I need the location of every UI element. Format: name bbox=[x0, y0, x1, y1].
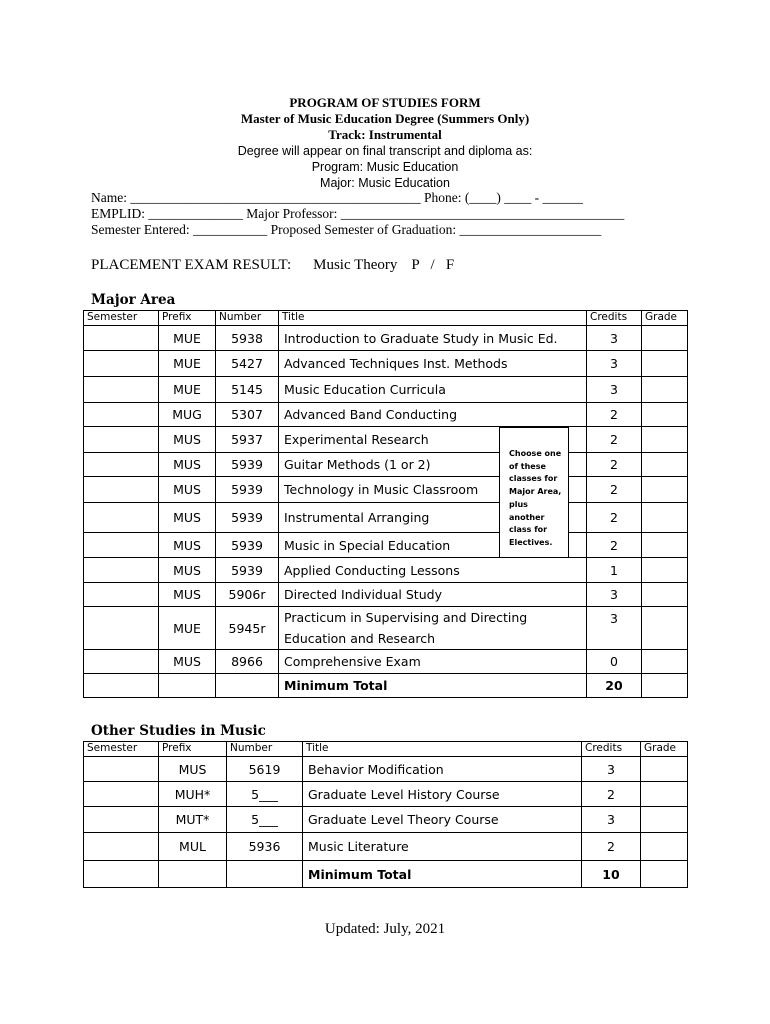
title-cell bbox=[279, 583, 587, 607]
number-cell: 5936 bbox=[227, 833, 303, 861]
major-area-table bbox=[83, 310, 688, 698]
prefix-cell: MUS bbox=[159, 533, 216, 558]
elective-note-line: Major Area, bbox=[509, 487, 562, 497]
grade-cell[interactable] bbox=[642, 427, 688, 453]
credits-cell: 3 bbox=[582, 757, 641, 782]
column-header-prefix: Prefix bbox=[159, 742, 227, 757]
number-cell: 5307 bbox=[216, 403, 279, 427]
number-cell: 5619 bbox=[227, 757, 303, 782]
major-line: Major: Music Education bbox=[320, 176, 450, 190]
credits-cell: 0 bbox=[587, 650, 642, 674]
prefix-cell: MUE bbox=[159, 607, 216, 650]
credits-cell: 3 bbox=[587, 607, 642, 650]
grade-cell bbox=[641, 861, 688, 888]
course-title: Graduate Level History Course bbox=[308, 786, 500, 802]
table-row bbox=[84, 558, 688, 583]
title-cell bbox=[303, 782, 582, 807]
table-header-row bbox=[84, 742, 688, 757]
updated-date: Updated: July, 2021 bbox=[324, 921, 446, 937]
table-row bbox=[84, 351, 688, 377]
table-row bbox=[84, 607, 688, 650]
column-header-title: Title bbox=[303, 742, 582, 757]
course-title: Advanced Band Conducting bbox=[284, 407, 458, 422]
prefix-cell bbox=[159, 674, 216, 698]
title-cell bbox=[279, 607, 587, 650]
elective-note-box bbox=[499, 427, 569, 558]
prefix-cell: MUL bbox=[159, 833, 227, 861]
semester-cell bbox=[84, 861, 159, 888]
credits-cell: 3 bbox=[587, 377, 642, 403]
number-cell: 5906r bbox=[216, 583, 279, 607]
prefix-cell: MUS bbox=[159, 453, 216, 477]
semester-cell[interactable] bbox=[84, 453, 159, 477]
prefix-cell: MUS bbox=[159, 427, 216, 453]
title-cell bbox=[279, 351, 587, 377]
grade-cell[interactable] bbox=[641, 807, 688, 833]
course-title: Music Education Curricula bbox=[284, 382, 446, 397]
table-row bbox=[84, 377, 688, 403]
column-header-grade: Grade bbox=[642, 311, 688, 326]
number-cell: 5939 bbox=[216, 558, 279, 583]
other-studies-table bbox=[83, 741, 688, 888]
title-cell bbox=[279, 558, 587, 583]
table-row bbox=[84, 533, 688, 558]
prefix-cell: MUG bbox=[159, 403, 216, 427]
course-title: Advanced Techniques Inst. Methods bbox=[284, 356, 508, 371]
semester-cell bbox=[84, 674, 159, 698]
prefix-cell: MUS bbox=[159, 477, 216, 503]
table-row bbox=[84, 326, 688, 351]
course-title: Directed Individual Study bbox=[284, 587, 442, 602]
degree-title: Master of Music Education Degree (Summers Only) bbox=[240, 111, 530, 126]
semester-cell[interactable] bbox=[84, 377, 159, 403]
credits-cell: 2 bbox=[587, 477, 642, 503]
placement-label: PLACEMENT EXAM RESULT: bbox=[91, 257, 292, 273]
credits-cell: 2 bbox=[582, 782, 641, 807]
title-cell bbox=[303, 807, 582, 833]
number-cell: 5___ bbox=[227, 807, 303, 833]
semester-cell[interactable] bbox=[84, 650, 159, 674]
column-header-credits: Credits bbox=[587, 311, 642, 326]
placement-exam bbox=[91, 257, 454, 274]
prefix-cell: MUE bbox=[159, 326, 216, 351]
name-phone-line[interactable]: Name: ___________________________________________ Phone: (____) ____ - ______ bbox=[91, 190, 583, 205]
title-cell bbox=[279, 377, 587, 403]
column-header-semester: Semester bbox=[84, 742, 159, 757]
number-cell: 5427 bbox=[216, 351, 279, 377]
semester-cell[interactable] bbox=[84, 782, 159, 807]
elective-note-line: Electives. bbox=[509, 537, 553, 547]
total-label: Minimum Total bbox=[303, 861, 582, 888]
prefix-cell: MUS bbox=[159, 503, 216, 533]
prefix-cell: MUE bbox=[159, 351, 216, 377]
number-cell: 5939 bbox=[216, 453, 279, 477]
title-cell bbox=[303, 833, 582, 861]
semester-cell[interactable] bbox=[84, 477, 159, 503]
course-title: Music Literature bbox=[308, 839, 409, 854]
credits-cell: 2 bbox=[587, 533, 642, 558]
credits-cell: 2 bbox=[587, 453, 642, 477]
title-cell bbox=[303, 757, 582, 782]
grade-cell[interactable] bbox=[642, 583, 688, 607]
number-cell: 5937 bbox=[216, 427, 279, 453]
prefix-cell: MUT* bbox=[159, 807, 227, 833]
semester-cell[interactable] bbox=[84, 558, 159, 583]
semester-cell[interactable] bbox=[84, 403, 159, 427]
table-row bbox=[84, 403, 688, 427]
title-cell bbox=[279, 326, 587, 351]
elective-note-line: another bbox=[509, 512, 545, 522]
grade-cell[interactable] bbox=[641, 757, 688, 782]
total-credits: 20 bbox=[587, 674, 642, 698]
column-header-credits: Credits bbox=[582, 742, 641, 757]
major-area-title: Major Area bbox=[91, 292, 176, 308]
total-row bbox=[84, 674, 688, 698]
other-studies-title: Other Studies in Music bbox=[91, 723, 266, 739]
elective-note-line: classes for bbox=[509, 474, 558, 484]
table-row bbox=[84, 650, 688, 674]
grade-cell[interactable] bbox=[642, 351, 688, 377]
grade-cell[interactable] bbox=[642, 326, 688, 351]
prefix-cell: MUH* bbox=[159, 782, 227, 807]
number-cell: 5938 bbox=[216, 326, 279, 351]
course-title: Technology in Music Classroom bbox=[284, 482, 479, 497]
course-title: Introduction to Graduate Study in Music Ed. bbox=[284, 330, 558, 346]
grade-cell[interactable] bbox=[642, 453, 688, 477]
credits-cell: 2 bbox=[587, 503, 642, 533]
credits-cell: 3 bbox=[587, 583, 642, 607]
grade-cell[interactable] bbox=[642, 558, 688, 583]
prefix-cell: MUS bbox=[159, 583, 216, 607]
semester-cell[interactable] bbox=[84, 326, 159, 351]
total-row bbox=[84, 861, 688, 888]
table-row bbox=[84, 477, 688, 503]
number-cell: 5939 bbox=[216, 533, 279, 558]
total-label: Minimum Total bbox=[279, 674, 587, 698]
course-title: Applied Conducting Lessons bbox=[284, 562, 460, 578]
number-cell: 5939 bbox=[216, 503, 279, 533]
grade-cell[interactable] bbox=[642, 607, 688, 650]
credits-cell: 2 bbox=[587, 403, 642, 427]
table-row bbox=[84, 583, 688, 607]
semester-cell[interactable] bbox=[84, 351, 159, 377]
course-title: Behavior Modification bbox=[308, 761, 444, 777]
semester-cell[interactable] bbox=[84, 757, 159, 782]
grade-cell bbox=[642, 674, 688, 698]
semester-line[interactable]: Semester Entered: ___________ Proposed Semester of Graduation: _____________________ bbox=[91, 222, 602, 237]
grade-cell[interactable] bbox=[642, 503, 688, 533]
number-cell bbox=[227, 861, 303, 888]
table-row bbox=[84, 833, 688, 861]
semester-cell[interactable] bbox=[84, 833, 159, 861]
number-cell: 5145 bbox=[216, 377, 279, 403]
form-header bbox=[0, 95, 770, 191]
table-row bbox=[84, 503, 688, 533]
column-header-prefix: Prefix bbox=[159, 311, 216, 326]
grade-cell[interactable] bbox=[642, 533, 688, 558]
course-title: Music in Special Education bbox=[284, 537, 451, 553]
number-cell bbox=[216, 674, 279, 698]
semester-cell[interactable] bbox=[84, 503, 159, 533]
degree-note: Degree will appear on final transcript and diploma as: bbox=[237, 144, 533, 158]
semester-cell[interactable] bbox=[84, 427, 159, 453]
track-title: Track: Instrumental bbox=[328, 127, 442, 142]
number-cell: 8966 bbox=[216, 650, 279, 674]
semester-cell[interactable] bbox=[84, 607, 159, 650]
emplid-professor-line[interactable]: EMPLID: ______________ Major Professor: __________________________________________ bbox=[91, 206, 625, 221]
course-title: Practicum in Supervising and Directing bbox=[284, 610, 528, 625]
elective-note-line: class for bbox=[509, 525, 548, 535]
grade-cell[interactable] bbox=[641, 782, 688, 807]
course-title: Experimental Research bbox=[284, 432, 429, 447]
number-cell: 5939 bbox=[216, 477, 279, 503]
title-cell bbox=[279, 650, 587, 674]
credits-cell: 3 bbox=[587, 326, 642, 351]
elective-note-line: Choose one bbox=[509, 449, 562, 458]
prefix-cell: MUS bbox=[159, 650, 216, 674]
elective-note-line: plus bbox=[509, 499, 528, 509]
grade-cell[interactable] bbox=[642, 377, 688, 403]
credits-cell: 1 bbox=[587, 558, 642, 583]
course-title: Comprehensive Exam bbox=[284, 654, 421, 669]
prefix-cell: MUS bbox=[159, 558, 216, 583]
grade-cell[interactable] bbox=[642, 403, 688, 427]
table-header-row bbox=[84, 311, 688, 326]
semester-cell[interactable] bbox=[84, 583, 159, 607]
column-header-number: Number bbox=[216, 311, 279, 326]
number-cell: 5945r bbox=[216, 607, 279, 650]
table-row bbox=[84, 807, 688, 833]
table-row bbox=[84, 427, 688, 453]
table-row bbox=[84, 782, 688, 807]
column-header-grade: Grade bbox=[641, 742, 688, 757]
credits-cell: 3 bbox=[582, 807, 641, 833]
course-title: Graduate Level Theory Course bbox=[308, 812, 499, 827]
course-title: Guitar Methods (1 or 2) bbox=[284, 457, 431, 472]
table-row bbox=[84, 757, 688, 782]
grade-cell[interactable] bbox=[642, 477, 688, 503]
column-header-semester: Semester bbox=[84, 311, 159, 326]
total-credits: 10 bbox=[582, 861, 641, 888]
course-title-continued: Education and Research bbox=[284, 631, 436, 646]
title-cell bbox=[279, 403, 587, 427]
credits-cell: 2 bbox=[582, 833, 641, 861]
credits-cell: 2 bbox=[587, 427, 642, 453]
prefix-cell: MUS bbox=[159, 757, 227, 782]
semester-cell[interactable] bbox=[84, 807, 159, 833]
prefix-cell: MUE bbox=[159, 377, 216, 403]
course-title: Instrumental Arranging bbox=[284, 510, 430, 525]
column-header-number: Number bbox=[227, 742, 303, 757]
grade-cell[interactable] bbox=[641, 833, 688, 861]
number-cell: 5___ bbox=[227, 782, 303, 807]
elective-note-line: of these bbox=[509, 461, 546, 471]
column-header-title: Title bbox=[279, 311, 587, 326]
placement-options[interactable]: P / F bbox=[411, 257, 455, 273]
form-title: PROGRAM OF STUDIES FORM bbox=[289, 95, 481, 110]
placement-subject: Music Theory bbox=[313, 257, 398, 273]
semester-cell[interactable] bbox=[84, 533, 159, 558]
credits-cell: 3 bbox=[587, 351, 642, 377]
prefix-cell bbox=[159, 861, 227, 888]
table-row bbox=[84, 453, 688, 477]
program-line: Program: Music Education bbox=[311, 160, 459, 174]
grade-cell[interactable] bbox=[642, 650, 688, 674]
